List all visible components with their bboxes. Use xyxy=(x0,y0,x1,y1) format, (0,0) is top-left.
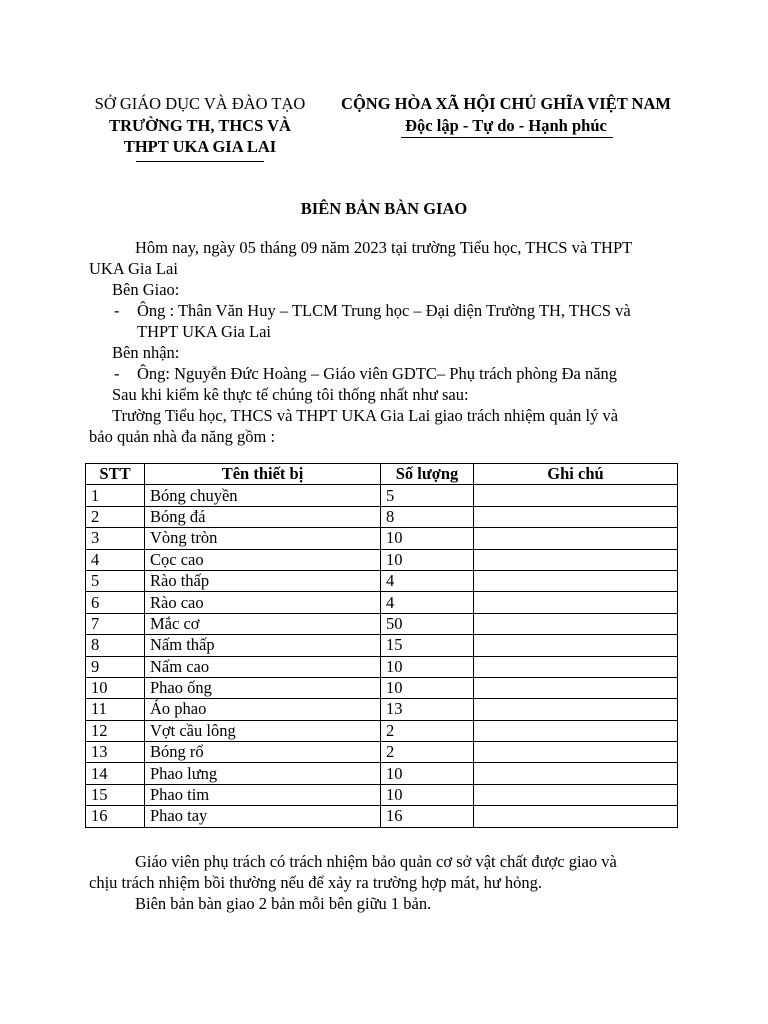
table-row xyxy=(86,720,678,741)
cell-stt: 16 xyxy=(86,806,145,827)
cell-quantity: 16 xyxy=(381,806,474,827)
cell-equipment-name: Vợt cầu lông xyxy=(145,720,381,741)
table-header-row xyxy=(86,464,678,485)
cell-notes xyxy=(474,720,678,741)
cell-notes xyxy=(474,656,678,677)
cell-equipment-name: Áo phao xyxy=(145,699,381,720)
cell-quantity: 10 xyxy=(381,784,474,805)
cell-notes xyxy=(474,506,678,527)
cell-equipment-name: Phao tim xyxy=(145,784,381,805)
ben-giao-label: Bên Giao: xyxy=(112,280,180,299)
table-row xyxy=(86,742,678,763)
equipment-table xyxy=(85,463,678,828)
ben-giao-line-2: THPT UKA Gia Lai xyxy=(137,322,271,341)
issuing-authority xyxy=(80,93,320,158)
agreement-line: Sau khi kiểm kê thực tế chúng tôi thống nhất như sau: xyxy=(112,385,469,404)
table-row xyxy=(86,784,678,805)
intro-line-1: Hôm nay, ngày 05 tháng 09 năm 2023 tại trường Tiểu học, THCS và THPT xyxy=(135,238,633,257)
cell-quantity: 5 xyxy=(381,485,474,506)
cell-quantity: 50 xyxy=(381,613,474,634)
cell-equipment-name: Mắc cơ xyxy=(145,613,381,634)
cell-quantity: 15 xyxy=(381,635,474,656)
cell-notes xyxy=(474,635,678,656)
header-left-underline xyxy=(136,161,264,162)
cell-stt: 4 xyxy=(86,549,145,570)
cell-notes xyxy=(474,677,678,698)
cell-notes xyxy=(474,570,678,591)
closing-line-1: Giáo viên phụ trách có trách nhiệm bảo quản cơ sở vật chất được giao và xyxy=(135,852,617,871)
cell-quantity: 10 xyxy=(381,656,474,677)
scope-line-2: bảo quản nhà đa năng gồm : xyxy=(89,427,276,446)
cell-equipment-name: Rào thấp xyxy=(145,570,381,591)
cell-stt: 7 xyxy=(86,613,145,634)
cell-quantity: 10 xyxy=(381,528,474,549)
ben-nhan-label: Bên nhận: xyxy=(112,343,180,362)
cell-notes xyxy=(474,806,678,827)
cell-stt: 9 xyxy=(86,656,145,677)
cell-stt: 5 xyxy=(86,570,145,591)
cell-notes xyxy=(474,613,678,634)
cell-equipment-name: Rào cao xyxy=(145,592,381,613)
table-row xyxy=(86,635,678,656)
cell-equipment-name: Phao lưng xyxy=(145,763,381,784)
header-right-underline xyxy=(401,137,613,138)
cell-quantity: 2 xyxy=(381,742,474,763)
cell-quantity: 13 xyxy=(381,699,474,720)
cell-stt: 6 xyxy=(86,592,145,613)
table-row xyxy=(86,485,678,506)
cell-quantity: 10 xyxy=(381,677,474,698)
table-row xyxy=(86,528,678,549)
ben-giao-line-1: Ông : Thân Văn Huy – TLCM Trung học – Đại diện Trường TH, THCS và xyxy=(137,301,631,320)
national-motto: Độc lập - Tự do - Hạnh phúc xyxy=(405,115,607,135)
school-name-line1: TRƯỜNG TH, THCS VÀ xyxy=(109,115,291,135)
list-dash: - xyxy=(114,364,120,383)
column-header-equipment: Tên thiết bị xyxy=(145,464,381,485)
cell-stt: 15 xyxy=(86,784,145,805)
cell-equipment-name: Nấm cao xyxy=(145,656,381,677)
cell-quantity: 10 xyxy=(381,549,474,570)
cell-notes xyxy=(474,763,678,784)
cell-stt: 14 xyxy=(86,763,145,784)
ben-nhan-line: Ông: Nguyễn Đức Hoàng – Giáo viên GDTC– Phụ trách phòng Đa năng xyxy=(137,364,618,383)
table-row xyxy=(86,549,678,570)
cell-equipment-name: Nấm thấp xyxy=(145,635,381,656)
cell-quantity: 8 xyxy=(381,506,474,527)
cell-equipment-name: Bóng chuyền xyxy=(145,485,381,506)
cell-stt: 3 xyxy=(86,528,145,549)
cell-quantity: 4 xyxy=(381,592,474,613)
document-title: BIÊN BẢN BÀN GIAO xyxy=(300,199,468,218)
closing-line-2: chịu trách nhiệm bồi thường nếu để xảy ra trường hợp mát, hư hỏng. xyxy=(89,873,543,892)
table-row xyxy=(86,699,678,720)
cell-equipment-name: Cọc cao xyxy=(145,549,381,570)
table-row xyxy=(86,570,678,591)
cell-stt: 12 xyxy=(86,720,145,741)
cell-quantity: 2 xyxy=(381,720,474,741)
cell-notes xyxy=(474,699,678,720)
cell-stt: 13 xyxy=(86,742,145,763)
column-header-stt: STT xyxy=(86,464,145,485)
cell-quantity: 4 xyxy=(381,570,474,591)
cell-notes xyxy=(474,784,678,805)
cell-stt: 2 xyxy=(86,506,145,527)
national-heading xyxy=(322,93,690,136)
cell-equipment-name: Vòng tròn xyxy=(145,528,381,549)
cell-equipment-name: Phao tay xyxy=(145,806,381,827)
table-row xyxy=(86,592,678,613)
country-name: CỘNG HÒA XÃ HỘI CHỦ GHĨA VIỆT NAM xyxy=(341,94,671,113)
intro-line-2: UKA Gia Lai xyxy=(89,259,178,278)
column-header-notes: Ghi chú xyxy=(474,464,678,485)
cell-equipment-name: Bóng đá xyxy=(145,506,381,527)
table-row xyxy=(86,763,678,784)
cell-stt: 1 xyxy=(86,485,145,506)
table-row xyxy=(86,677,678,698)
cell-notes xyxy=(474,528,678,549)
school-name-line2: THPT UKA GIA LAI xyxy=(123,137,277,156)
department-name: SỞ GIÁO DỤC VÀ ĐÀO TẠO xyxy=(94,94,306,113)
column-header-quantity: Số lượng xyxy=(381,464,474,485)
cell-stt: 10 xyxy=(86,677,145,698)
cell-equipment-name: Phao ống xyxy=(145,677,381,698)
cell-notes xyxy=(474,742,678,763)
table-row xyxy=(86,806,678,827)
table-row xyxy=(86,613,678,634)
cell-quantity: 10 xyxy=(381,763,474,784)
table-row xyxy=(86,506,678,527)
closing-line-3: Biên bản bàn giao 2 bản mỗi bên giữu 1 bản. xyxy=(135,894,432,913)
scope-line-1: Trường Tiểu học, THCS và THPT UKA Gia Lai giao trách nhiệm quản lý và xyxy=(112,406,619,425)
table-row xyxy=(86,656,678,677)
cell-notes xyxy=(474,485,678,506)
cell-notes xyxy=(474,549,678,570)
cell-notes xyxy=(474,592,678,613)
list-dash: - xyxy=(114,301,120,320)
cell-equipment-name: Bóng rổ xyxy=(145,742,381,763)
cell-stt: 8 xyxy=(86,635,145,656)
cell-stt: 11 xyxy=(86,699,145,720)
